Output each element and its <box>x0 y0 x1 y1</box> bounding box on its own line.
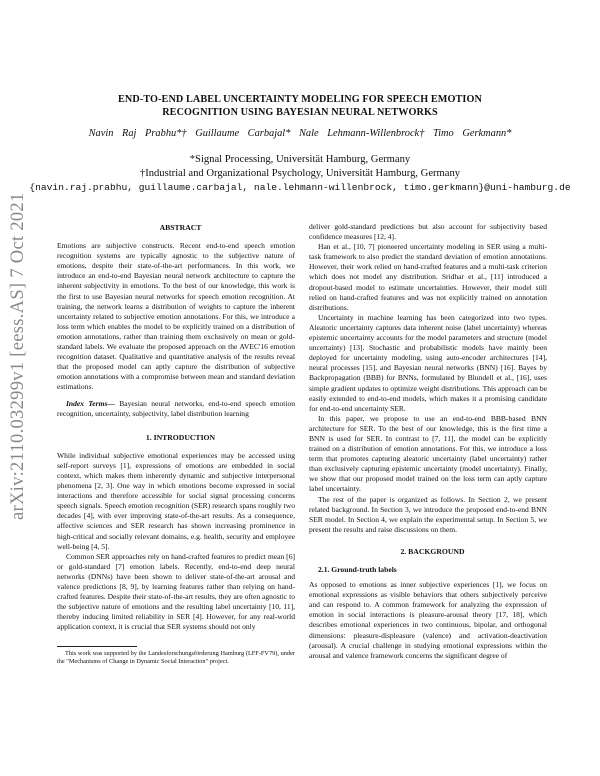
footnote-rule <box>57 646 137 647</box>
intro-heading: 1. INTRODUCTION <box>145 432 216 442</box>
paper-title <box>60 93 540 119</box>
subsection-heading: 2.1. Ground-truth labels <box>318 565 397 574</box>
right-paragraph-1: deliver gold-standard predictions but also account for subjectivity based confidence measures [12, 4]. <box>309 222 547 242</box>
intro-paragraph-1: While individual subjective emotional experiences may be accessed using self-report surveys [1], expressions of emotions are embedded in social context, which makes them inherently dynamic and subjective interpersonal phenomena [2, 3]. One way in which emotions become expressed in social interactions and therefore accessible for social signal processing concerns speech signals. Speech emotion recognition (SER) research spans roughly two decades [4], with ever improving state-of-the-art results. As a consequence, affective sciences and SER research has shown increasing prominence in high-critical and socially relevant domains, e.g. health, security and employee well-being [4, 5]. <box>57 450 295 551</box>
footnote: This work was supported by the Landesforschungsförderung Hamburg (LFF-FV79), under the "Mechanisms of Change in Dynamic Social Interaction" project. <box>57 650 295 666</box>
title-line-1: END-TO-END LABEL UNCERTAINTY MODELING FOR SPEECH EMOTION <box>118 94 482 105</box>
right-paragraph-6: As opposed to emotions as inner subjective experiences [1], we focus on emotional expressions as visible behaviors that others subjectively perceive and can respond to. A common framework for analyzing the expression of emotion in social interactions is pleasure-arousal theory [17, 18], which describes emotional experiences in two continuous, bipolar, and orthogonal dimensions: pleasure-displeasure (valence) and activation-deactivation (arousal). A crucial challenge in studying emotional expressions within the arousal and valence framework concerns the significant degree of <box>309 580 547 660</box>
index-terms-label: Index Terms— <box>66 398 115 408</box>
intro-paragraph-2: Common SER approaches rely on hand-crafted features to predict mean [6] or gold-standard [7] emotion labels. Recently, end-to-end deep neural networks (DNNs) have been shown to deliver state-of-the-art arousal and valence predictions [8, 9], by learning features rather than relying on hand-crafted features. Despite their state-of-the-art results, they are often agnostic to the subjective nature of emotions and the resulting label uncertainty [10, 11], thereby inducing limited reliability in SER [4]. However, for any real-world application context, it is crucial that SER systems should not only <box>57 551 295 632</box>
right-paragraph-3: Uncertainty in machine learning has been categorized into two types. Aleatoric uncertainty captures data inherent noise (label uncertainty) whereas epistemic uncertainty accounts for the model parameters and structure (model uncertainty) [13]. Stochastic and probabilistic models have mainly been deployed for uncertainty modeling, using auto-encoder architectures [14], neural processes [15], and Bayesian neural networks (BNN) [16]. Bayes by Backpropagation (BBB) for BNNs, formulated by Blundell et al., [16], uses simple gradient updates to optimize weight distributions. This approach can be easily extended to end-to-end models, which makes it a promising candidate for end-to-end uncertainty SER. <box>309 312 547 413</box>
affiliation-2: †Industrial and Organizational Psychology, Universität Hamburg, Germany <box>139 168 461 179</box>
affiliation-1: *Signal Processing, Universität Hamburg, Germany <box>189 154 411 165</box>
right-column <box>309 222 547 661</box>
email-line: {navin.raj.prabhu, guillaume.carbajal, nale.lehmann-willenbrock, timo.gerkmann}@uni-hamburg.de <box>29 182 571 193</box>
title-line-2: RECOGNITION USING BAYESIAN NEURAL NETWORKS <box>162 107 438 118</box>
abstract-heading: ABSTRACT <box>159 223 202 232</box>
left-column <box>57 223 295 632</box>
arxiv-identifier: arXiv:2110.03299v1 [eess.AS] 7 Oct 2021 <box>8 192 28 520</box>
authors: Navin Raj Prabhu*† Guillaume Carbajal* Nale Lehmann-Willenbrock† Timo Gerkmann* <box>88 128 512 139</box>
background-heading: 2. BACKGROUND <box>400 546 465 556</box>
index-terms-text: Bayesian neural networks, end-to-end speech emotion recognition, uncertainty, subjectivity, label distribution learning <box>57 398 295 418</box>
right-paragraph-4: In this paper, we propose to use an end-to-end BBB-based BNN architecture for SER. To the best of our knowledge, this is the first time a BNN is used for SER. In contrast to [7, 11], the model can be explicitly trained on a distribution of emotion annotations. For this, we introduce a loss term that promotes capturing aleatoric uncertainty (label uncertainty) rather than exclusively capturing epistemic uncertainty (model uncertainty). Finally, we show that our proposed model trained on the loss term can aptly capture label uncertainty. <box>309 413 547 494</box>
abstract-text: Emotions are subjective constructs. Recent end-to-end speech emotion recognition systems are typically agnostic to the subjective nature of emotions, despite their state-of-the-art performances. In this work, we introduce an end-to-end Bayesian neural network architecture to capture the inherent subjectivity in emotions. To the best of our knowledge, this work is the first to use Bayesian neural networks for speech emotion recognition. At training, the network learns a distribution of weights to capture the inherent uncertainty related to subjective emotion annotations. For this, we introduce a loss term which enables the model to be explicitly trained on a distribution of emotion annotations, rather than training them exclusively on mean or gold-standard labels. We evaluate the proposed approach on the AVEC'16 emotion recognition dataset. Qualitative and quantitative analysis of the results reveal that the proposed model can aptly capture the distribution of subjective emotion annotations with a compromise between mean and standard deviation estimations. <box>57 241 295 392</box>
right-paragraph-5: The rest of the paper is organized as follows. In Section 2, we present related background. In Section 3, we introduce the proposed end-to-end BNN SER model. In Section 4, we explain the experimental setup. In Section 5, we present the results and raise discussions on them. <box>309 494 547 534</box>
right-paragraph-2: Han et al., [10, 7] pioneered uncertainty modeling in SER using a multi-task framework to also predict the standard deviation of emotion annotations. However, their work relied on hand-crafted features and a multi-task criterion which does not model any distribution. Sridhar et al., [11] introduced a dropout-based model to estimate uncertainties. However, their model still relied on hand-crafted features and was not explicitly trained on annotation distributions. <box>309 242 547 312</box>
index-terms <box>57 399 295 419</box>
